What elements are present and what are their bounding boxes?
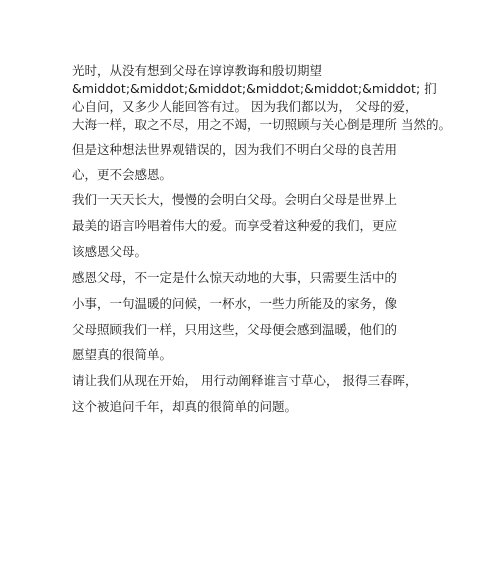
text-line: 大海一样，取之不尽，用之不竭，一切照顾与关心倒是理所 当然的。 bbox=[72, 117, 451, 132]
text-line: 心自问，又多少人能回答有过。 因为我们都以为， 父母的爱， bbox=[72, 99, 418, 114]
text-line: 父母照顾我们一样，只用这些，父母便会感到温暖，他们的 bbox=[72, 322, 398, 337]
text-line: 请让我们从现在开始， 用行动阐释谁言寸草心， 报得三春晖， bbox=[72, 373, 418, 388]
text-line: 该感恩父母。 bbox=[72, 244, 148, 259]
text-line: 这个被追问千年，却真的很简单的问题。 bbox=[72, 399, 298, 414]
document-body bbox=[72, 62, 451, 416]
text-line: 最美的语言吟唱着伟大的爱。而享受着这种爱的我们，更应 bbox=[72, 218, 398, 233]
text-line: &middot;&middot;&middot;&middot;&middot;&middot; 扪 bbox=[72, 81, 437, 96]
text-line: 愿望真的很简单。 bbox=[72, 347, 173, 362]
text-line: 小事，一句温暖的问候，一杯水，一些力所能及的家务，像 bbox=[72, 296, 398, 311]
text-line: 我们一天天长大，慢慢的会明白父母。会明白父母是世界上 bbox=[72, 192, 398, 207]
text-line: 心，更不会感恩。 bbox=[72, 167, 173, 182]
text-line: 感恩父母，不一定是什么惊天动地的大事，只需要生活中的 bbox=[72, 270, 398, 285]
text-line: 光时，从没有想到父母在谆谆教诲和殷切期望 bbox=[72, 63, 323, 78]
text-line: 但是这种想法世界观错误的，因为我们不明白父母的良苦用 bbox=[72, 142, 398, 157]
